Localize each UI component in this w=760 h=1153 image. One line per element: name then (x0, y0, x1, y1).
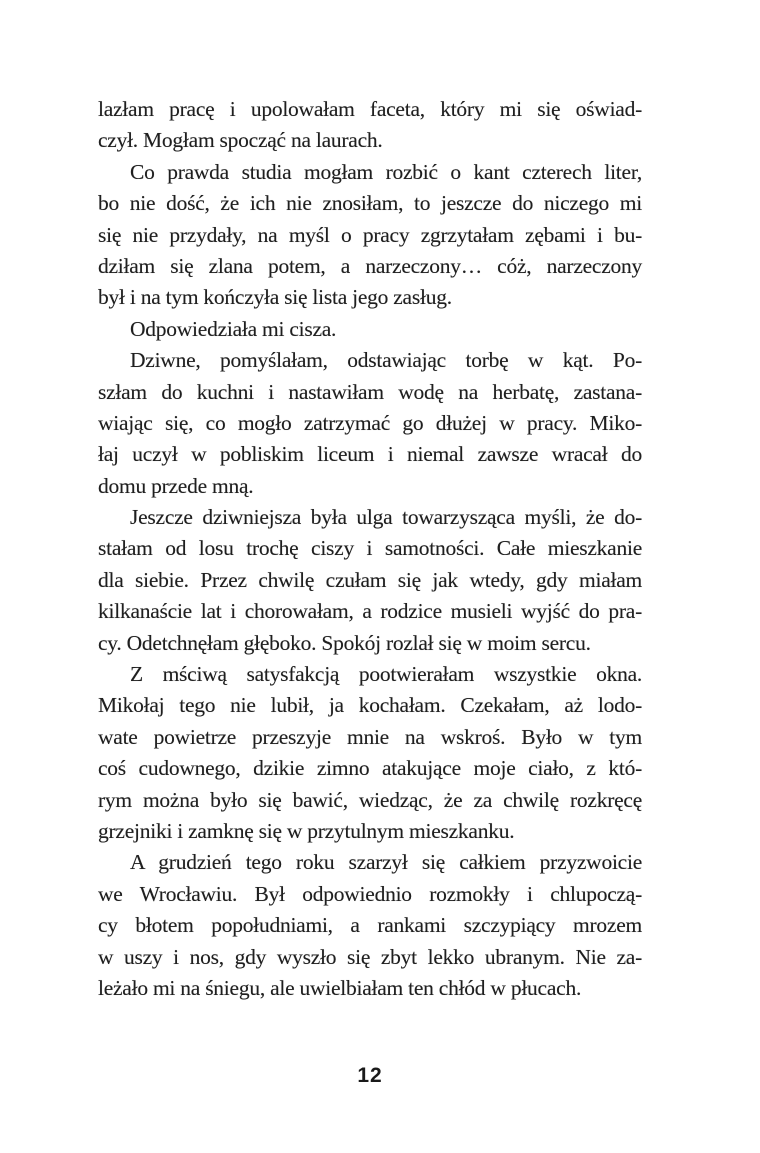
text-line: Co prawda studia mogłam rozbić o kant czterech liter, (130, 159, 642, 184)
text-line: grzejniki i zamknę się w przytulnym mieszkanku. (98, 818, 515, 843)
paragraph (98, 345, 642, 502)
paragraph (98, 314, 642, 345)
text-line: Z mściwą satysfakcją pootwierałam wszystkie okna. (130, 662, 642, 687)
text-line: był i na tym kończyła się lista jego zasług. (98, 285, 452, 310)
text-line: we Wrocławiu. Był odpowiednio rozmokły i chlupoczą- (98, 881, 642, 906)
paragraph (98, 157, 642, 314)
text-line: się nie przydały, na myśl o pracy zgrzytałam zębami i bu- (98, 222, 642, 247)
text-line: cy. Odetchnęłam głęboko. Spokój rozlał się w moim sercu. (98, 630, 591, 655)
text-line: A grudzień tego roku szarzył się całkiem przyzwoicie (130, 850, 642, 875)
text-line: czył. Mogłam spocząć na laurach. (98, 128, 383, 153)
page-text (98, 94, 642, 1004)
text-line: Jeszcze dziwniejsza była ulga towarzysząca myśli, że do- (130, 505, 642, 530)
text-line: wiając się, co mogło zatrzymać go dłużej w pracy. Miko- (98, 410, 642, 435)
text-line: cy błotem popołudniami, a rankami szczypiący mrozem (98, 913, 642, 938)
text-line: leżało mi na śniegu, ale uwielbiałam ten chłód w płucach. (98, 975, 582, 1000)
paragraph (98, 847, 642, 1004)
text-line: łaj uczył w pobliskim liceum i niemal zawsze wracał do (98, 442, 642, 467)
text-line: rym można było się bawić, wiedząc, że za chwilę rozkręcę (98, 787, 642, 812)
text-line: wate powietrze przeszyje mnie na wskroś. Było w tym (98, 724, 642, 749)
text-line: stałam od losu trochę ciszy i samotności. Całe mieszkanie (98, 536, 642, 561)
text-line: domu przede mną. (98, 473, 254, 498)
page-number: 12 (357, 1064, 383, 1087)
text-line: Odpowiedziała mi cisza. (130, 316, 337, 341)
text-line: kilkanaście lat i chorowałam, a rodzice musieli wyjść do pra- (98, 599, 642, 624)
text-line: dla siebie. Przez chwilę czułam się jak wtedy, gdy miałam (98, 567, 642, 592)
text-line: Mikołaj tego nie lubił, ja kochałam. Czekałam, aż lodo- (98, 693, 642, 718)
text-line: coś cudownego, dzikie zimno atakujące moje ciało, z któ- (98, 756, 642, 781)
text-line: w uszy i nos, gdy wyszło się zbyt lekko ubranym. Nie za- (98, 944, 642, 969)
paragraph (98, 659, 642, 847)
text-line: lazłam pracę i upolowałam faceta, który mi się oświad- (98, 97, 642, 121)
paragraph (98, 94, 642, 157)
text-line: bo nie dość, że ich nie znosiłam, to jeszcze do niczego mi (98, 191, 642, 216)
text-line: Dziwne, pomyślałam, odstawiając torbę w kąt. Po- (130, 348, 642, 373)
text-line: dziłam się zlana potem, a narzeczony… cóż, narzeczony (98, 253, 642, 278)
text-line: szłam do kuchni i nastawiłam wodę na herbatę, zastana- (98, 379, 642, 404)
paragraph (98, 502, 642, 659)
